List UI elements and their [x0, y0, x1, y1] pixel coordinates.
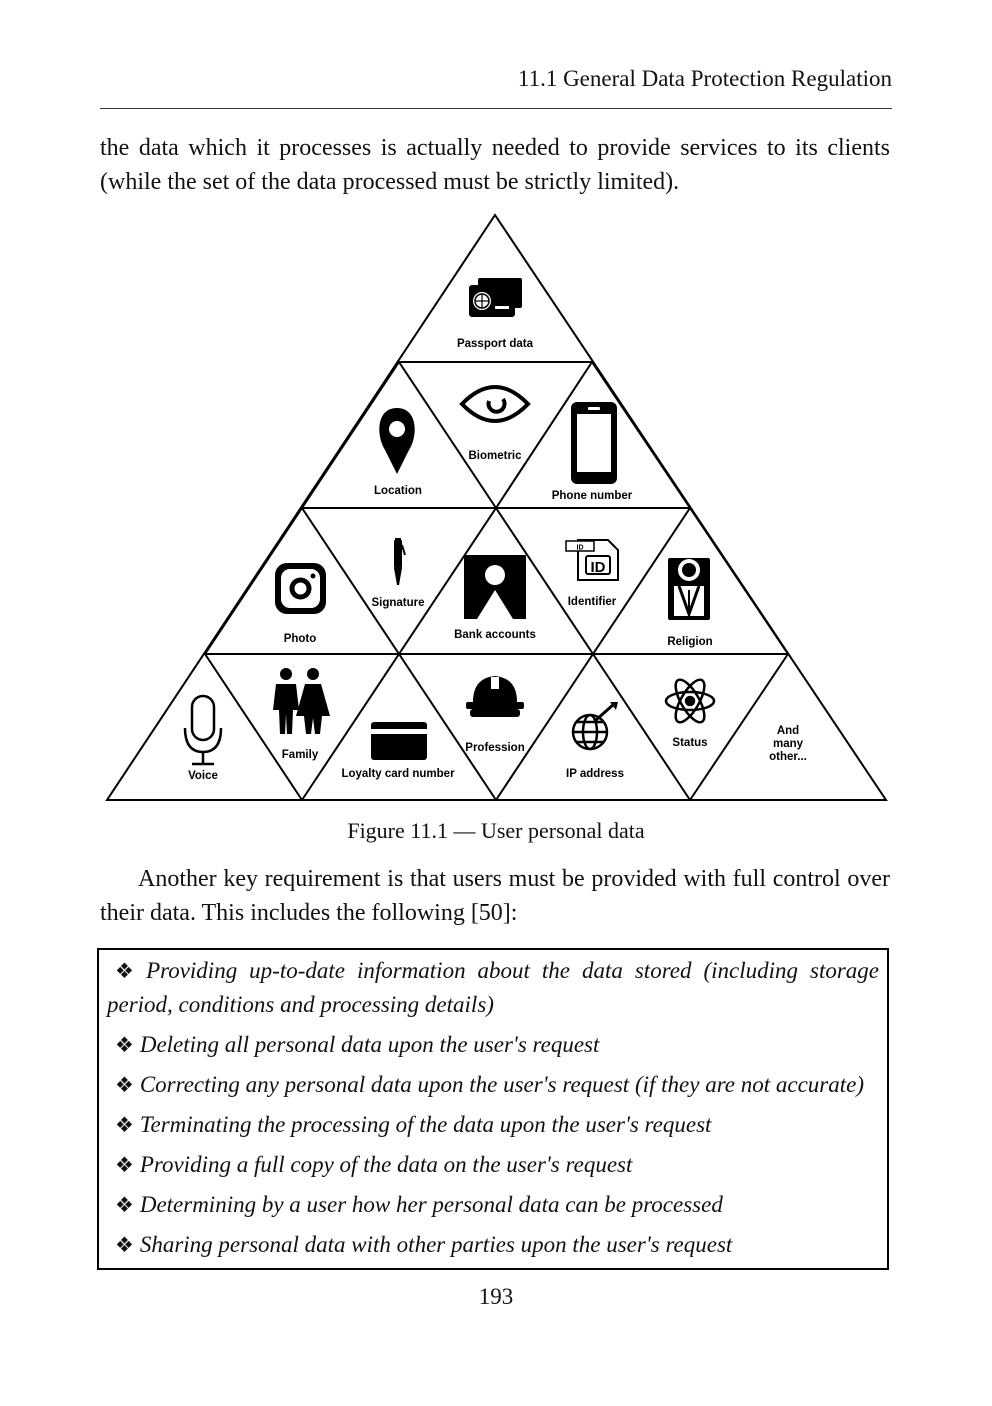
label-loyalty: Loyalty card number: [341, 768, 455, 780]
rights-item: ❖ Providing a full copy of the data on the user's request: [115, 1152, 633, 1177]
family-icon: [273, 668, 330, 734]
label-biometric: Biometric: [468, 450, 522, 462]
label-ip: IP address: [566, 768, 624, 780]
label-other-line1: And: [776, 725, 800, 737]
personal-data-pyramid-figure: [100, 210, 892, 814]
figure-caption: Figure 11.1 — User personal data: [347, 818, 645, 843]
pen-signature-icon: [394, 538, 405, 585]
diamond-bullet-icon: ❖: [115, 1073, 134, 1097]
label-bank: Bank accounts: [454, 629, 536, 641]
ip-globe-icon: [573, 702, 618, 749]
diamond-bullet-icon: ❖: [115, 1033, 134, 1057]
location-pin-icon: [379, 408, 414, 474]
passport-icon: [470, 278, 522, 316]
page-number: 193: [478, 1284, 514, 1309]
bank-accounts-icon: [464, 555, 526, 619]
religion-icon: [668, 558, 710, 620]
label-passport: Passport data: [456, 338, 534, 350]
diamond-bullet-icon: ❖: [115, 959, 141, 983]
label-voice: Voice: [188, 770, 218, 782]
id-large-text: ID: [590, 559, 606, 576]
diamond-bullet-icon: ❖: [115, 1233, 134, 1257]
microphone-icon: [185, 696, 221, 764]
rights-item: ❖ Correcting any personal data upon the user's request (if they are not accurate): [115, 1072, 865, 1097]
diamond-bullet-icon: ❖: [115, 1113, 134, 1137]
label-signature: Signature: [371, 597, 425, 609]
atom-status-icon: [666, 676, 714, 727]
rights-item: ❖ Terminating the processing of the data upon the user's request: [115, 1112, 712, 1137]
user-rights-box: [97, 948, 889, 1270]
loyalty-card-icon: [371, 722, 427, 760]
label-profession: Profession: [465, 742, 525, 754]
label-phone: Phone number: [551, 490, 633, 502]
camera-photo-icon: [275, 563, 326, 614]
diamond-bullet-icon: ❖: [115, 1153, 134, 1177]
label-photo: Photo: [283, 633, 317, 645]
header-rule: [100, 108, 892, 109]
label-other-line2: many: [772, 738, 804, 750]
label-location: Location: [374, 485, 422, 497]
label-family: Family: [281, 749, 319, 761]
rights-item: ❖ Determining by a user how her personal data can be processed: [115, 1192, 723, 1217]
hard-hat-icon: [466, 676, 524, 717]
rights-item: ❖ Deleting all personal data upon the user's request: [115, 1032, 600, 1057]
running-header: 11.1 General Data Protection Regulation: [517, 66, 892, 91]
phone-icon: [571, 402, 617, 484]
label-identifier: Identifier: [567, 596, 617, 608]
diamond-bullet-icon: ❖: [115, 1193, 134, 1217]
body-paragraph-2: Another key requirement is that users must be provided with full control over their data. This includes the following [50]:: [100, 866, 890, 926]
rights-item: ❖ Providing up-to-date information about the data stored (including storage period, conditions and processing details): [107, 958, 879, 1017]
id-card-icon: [566, 540, 618, 580]
label-status: Status: [672, 737, 708, 749]
label-other-line3: other...: [769, 751, 807, 763]
biometric-eye-icon: [462, 387, 528, 421]
label-religion: Religion: [667, 636, 713, 648]
rights-item: ❖ Sharing personal data with other parties upon the user's request: [115, 1232, 733, 1257]
id-small-text: ID: [576, 544, 584, 552]
body-paragraph-1: the data which it processes is actually needed to provide services to its clients (while the set of the data processed must be strictly limited).: [100, 135, 890, 195]
